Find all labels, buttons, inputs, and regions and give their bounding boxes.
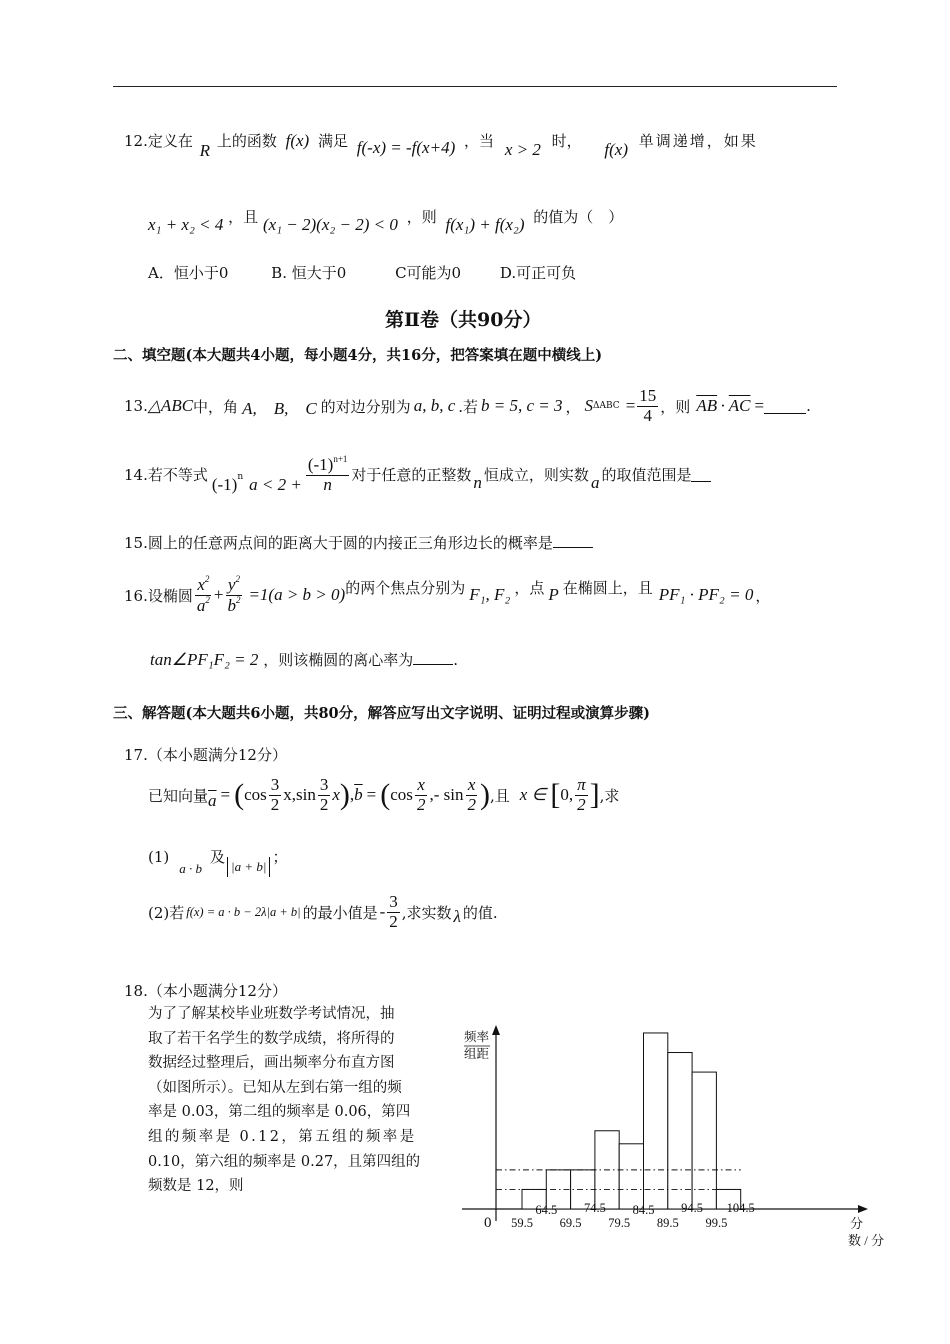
q17-frac <box>318 776 331 814</box>
q12-condition: f(-x) = -f(x+4) <box>356 138 456 157</box>
q14-fraction <box>306 455 350 494</box>
q12-text: ，当 <box>464 132 495 150</box>
q17-minus: - <box>379 902 386 922</box>
q17-equals: = <box>220 785 231 805</box>
q14-base: (-1) <box>211 474 238 494</box>
q17-cos: cos <box>244 785 267 805</box>
q17-text: 及 <box>210 848 226 866</box>
q12-text: ，且 <box>228 208 259 226</box>
q16-answer-blank <box>413 650 453 665</box>
q12-text: 上的函数 <box>216 132 277 150</box>
y-axis-arrow <box>492 1025 500 1035</box>
q16-a: a <box>196 595 206 615</box>
q16-line1 <box>124 575 770 615</box>
q17-dot-product: a · b <box>179 860 202 876</box>
x-tick-label: 99.5 <box>705 1216 728 1230</box>
q12-text: 时， <box>551 132 582 150</box>
q16-text: 的两个焦点分别为 <box>345 578 466 597</box>
q18-paragraph <box>148 1002 436 1199</box>
q17-text: 已知向量 <box>148 786 209 805</box>
section2-heading: 二、填空题(本大题共4小题，每小题4分，共16分，把答案填在题中横线上) <box>113 347 603 364</box>
q17-comma: , <box>349 785 355 805</box>
q13-text: .若 <box>458 397 479 416</box>
q18-line: 为了了解某校毕业班数学考试情况，抽 <box>148 1006 395 1022</box>
x-tick-label: 79.5 <box>608 1216 631 1230</box>
q17-bracket-close: ] <box>589 778 600 812</box>
q18-title: 18.（本小题满分12分） <box>124 982 287 1000</box>
q16-sup: 2 <box>205 594 210 605</box>
q14-text: 恒成立，则实数 <box>483 466 589 485</box>
x-tick-label: 94.5 <box>681 1201 704 1215</box>
q17-zero: 0, <box>560 785 574 805</box>
q12-option-c: C可能为0 <box>395 264 462 282</box>
q14-inequality: a < 2 + <box>249 474 302 494</box>
q12-product-condition: (x₁ − 2)(x₂ − 2) < 0 <box>262 215 398 234</box>
q18-line: 取了若干名学生的数学成绩，将所得的 <box>148 1030 395 1047</box>
q13-frac-den: 4 <box>643 405 653 425</box>
q16-foci: F₁, F₂ <box>469 585 511 605</box>
q17-part2-label: (2)若 <box>148 903 185 922</box>
q17-num: 3 <box>319 775 329 794</box>
q17-frac <box>575 776 588 814</box>
q17-text: ,求 <box>599 786 620 805</box>
q16-text: ，则该椭圆的离心率为 <box>263 651 414 669</box>
q17-text: 的值. <box>462 903 498 922</box>
q13-text: 的对边分别为 <box>320 397 411 416</box>
q17-equals: = <box>366 785 377 805</box>
header-rule <box>113 86 837 87</box>
x-tick-label: 84.5 <box>632 1203 655 1217</box>
q14-answer-blank <box>691 467 711 482</box>
q16-p: P <box>548 585 559 605</box>
q15-answer-blank <box>553 533 593 548</box>
q17-num: x <box>467 775 476 794</box>
y-axis-label: 频率 <box>464 1030 490 1044</box>
q13-text: 中，角 <box>193 397 239 416</box>
x-axis-arrow <box>858 1205 868 1213</box>
q17-frac <box>465 776 478 814</box>
q14-n: n <box>473 472 482 492</box>
q17-paren-open: ( <box>380 778 391 812</box>
q17-frac <box>415 776 428 814</box>
histogram-bar <box>692 1072 716 1209</box>
q14-line <box>124 455 711 494</box>
q17-den: 2 <box>389 911 398 931</box>
q17-paren-close: ) <box>339 778 350 812</box>
x-tick-label: 64.5 <box>535 1203 558 1217</box>
q17-min-fraction <box>387 893 400 931</box>
x-tick-label: 74.5 <box>583 1201 606 1215</box>
q17-den: 2 <box>416 794 426 814</box>
q12-line1 <box>124 130 758 160</box>
x-tick-label: 69.5 <box>559 1216 582 1230</box>
y-axis-label: 组距 <box>464 1047 490 1061</box>
q16-text: ，点 <box>514 578 545 597</box>
q17-paren-close: ) <box>479 778 490 812</box>
q12-option-a: A．恒小于0 <box>148 264 229 282</box>
q12-options <box>148 262 576 283</box>
histogram-bar <box>619 1144 643 1209</box>
x-tick-label: 89.5 <box>656 1216 679 1230</box>
q17-den: 2 <box>577 794 586 814</box>
q13-vector-ac: $\overline{AC}$ <box>728 396 751 416</box>
q17-text: 的最小值是 <box>302 903 378 922</box>
q12-text: ，则 <box>406 208 437 226</box>
q16-frac-x <box>195 575 212 615</box>
volume-title: 第Ⅱ卷（共90分） <box>385 309 542 331</box>
q13-text: ，则 <box>660 397 691 416</box>
q18-line: 组的频率是 0.12，第五组的频率是 <box>148 1128 417 1145</box>
q16-plus: + <box>213 585 224 605</box>
q13-equals: = <box>754 396 765 416</box>
q13-area-symbol: S <box>584 396 594 416</box>
q14-label: 14.若不等式 <box>124 466 208 485</box>
q18-line: 数据经过整理后，画出频率分布直方图 <box>148 1055 395 1072</box>
q17-text: ,求实数 <box>401 903 452 922</box>
q13-area-fraction <box>637 387 658 425</box>
frequency-histogram <box>450 1015 900 1255</box>
histogram-bar <box>668 1053 692 1209</box>
q12-text: 的值为（ ） <box>533 208 624 226</box>
q17-bracket-open: [ <box>550 778 561 812</box>
q17-num: 3 <box>270 775 280 794</box>
histogram-bar <box>644 1033 668 1209</box>
q12-set-r: R <box>199 141 211 160</box>
q17-num: x <box>417 775 425 794</box>
q12-fx: f(x) <box>604 140 629 159</box>
q16-sup: 2 <box>235 574 240 584</box>
q17-title: 17.（本小题满分12分） <box>124 746 287 764</box>
q12-sum-expression: f(x₁) + f(x₂) <box>445 215 525 234</box>
q16-x: x <box>197 575 205 594</box>
x-tick-label: 59.5 <box>511 1216 533 1230</box>
q13-area-subscript: ΔABC <box>593 401 620 412</box>
q14-frac-den: n <box>323 474 332 494</box>
q17-den: 2 <box>467 794 476 814</box>
q16-period: . <box>453 651 458 669</box>
q13-vector-ab: $\overline{AB}$ <box>696 396 718 416</box>
q17-part1-label: (1) <box>148 847 170 866</box>
q13-dot: · <box>720 396 726 416</box>
q18-line: 率是 0.03，第二组的频率是 0.06，第四 <box>148 1104 411 1121</box>
q17-sin: ,- sin <box>429 785 464 805</box>
q16-text: 在椭圆上，且 <box>562 578 653 597</box>
q15-text: 15.圆上的任意两点间的距离大于圆的内接正三角形边长的概率是 <box>124 534 553 552</box>
q17-den: 2 <box>319 794 329 814</box>
q13-triangle: △ABC <box>147 396 194 416</box>
q18-line: 频数是 12，则 <box>148 1178 244 1195</box>
q12-line2 <box>148 206 624 234</box>
q14-a: a <box>590 472 600 492</box>
q14-frac-base: (-1) <box>307 455 334 474</box>
q17-den: 2 <box>270 794 280 814</box>
q17-x: x <box>332 785 340 805</box>
q17-lambda: λ <box>453 907 461 927</box>
q17-frac <box>269 776 282 814</box>
q14-exponent: n <box>237 471 244 482</box>
q12-text: 单调递增，如果 <box>638 132 758 150</box>
q17-num: 3 <box>389 892 398 911</box>
q16-line2 <box>150 649 458 670</box>
q17-num: π <box>577 775 586 794</box>
q12-x-gt-2: x > 2 <box>504 140 541 159</box>
q17-fx-definition: f(x) = a · b − 2λ|a + b| <box>186 904 301 919</box>
q15-line <box>124 532 593 553</box>
q16-tan-condition: tan∠PF₁F₂ = 2 <box>150 650 259 669</box>
q12-label: 12.定义在 <box>124 132 193 150</box>
q17-sin: x,sin <box>283 785 316 805</box>
x-tick-label: 104.5 <box>726 1201 755 1215</box>
q16-text: ， <box>755 586 771 605</box>
q14-text: 的取值范围是 <box>601 466 692 485</box>
q16-ellipse-condition: =1(a > b > 0) <box>248 585 346 605</box>
q16-perpendicular: PF₁ · PF₂ = 0 <box>658 585 754 605</box>
q13-angles: A, B, C <box>242 398 317 418</box>
origin-label: 0 <box>484 1215 492 1231</box>
q13-side-values: b = 5, c = 3 <box>481 396 563 416</box>
x-axis-label: 数 / 分 <box>848 1233 885 1248</box>
q16-frac-y <box>225 575 242 615</box>
q17-cos: cos <box>390 785 413 805</box>
q17-vector-b: $\overline{b}$ <box>354 785 363 805</box>
q17-text: ,且 <box>489 786 510 805</box>
q17-vector-a: $\overline{a}$ <box>208 791 217 811</box>
q13-period: . <box>806 397 811 416</box>
q13-equals: = <box>625 396 636 416</box>
q17-given <box>148 776 619 814</box>
q14-frac-exponent: n+1 <box>333 454 348 464</box>
q12-sum-condition: x₁ + x₂ < 4 <box>148 215 224 234</box>
q13-frac-num: 15 <box>639 386 657 405</box>
q12-option-b: B. 恒大于0 <box>271 264 347 282</box>
q13-answer-blank <box>764 399 806 414</box>
q13-label: 13. <box>124 397 148 416</box>
q18-line: 0.10，第六组的频率是 0.27，且第四组的 <box>148 1153 421 1170</box>
q16-sup: 2 <box>204 574 210 584</box>
q17-part1 <box>148 846 288 876</box>
q17-text: ； <box>272 848 288 866</box>
q17-domain: x ∈ <box>519 785 547 805</box>
q17-norm: |a + b| <box>227 857 270 877</box>
section3-heading: 三、解答题(本大题共6小题，共80分，解答应写出文字说明、证明过程或演算步骤) <box>113 705 650 722</box>
q16-sup: 2 <box>235 594 241 605</box>
q13-line <box>124 387 811 425</box>
q17-paren-open: ( <box>234 778 245 812</box>
q16-label: 16.设椭圆 <box>124 586 193 605</box>
q13-sides: a, b, c <box>413 396 456 416</box>
q17-part2 <box>148 893 498 931</box>
x-axis-label: 分 <box>850 1216 864 1231</box>
q12-option-d: D.可正可负 <box>499 264 577 282</box>
q18-line: （如图所示）。已知从左到右第一组的频 <box>148 1079 402 1096</box>
q12-text: 满足 <box>317 132 348 150</box>
q13-text: ， <box>565 397 581 416</box>
q16-y: y <box>227 575 236 594</box>
q12-fx: f(x) <box>285 131 310 150</box>
q14-text: 对于任意的正整数 <box>351 466 472 485</box>
q16-b: b <box>227 595 236 615</box>
